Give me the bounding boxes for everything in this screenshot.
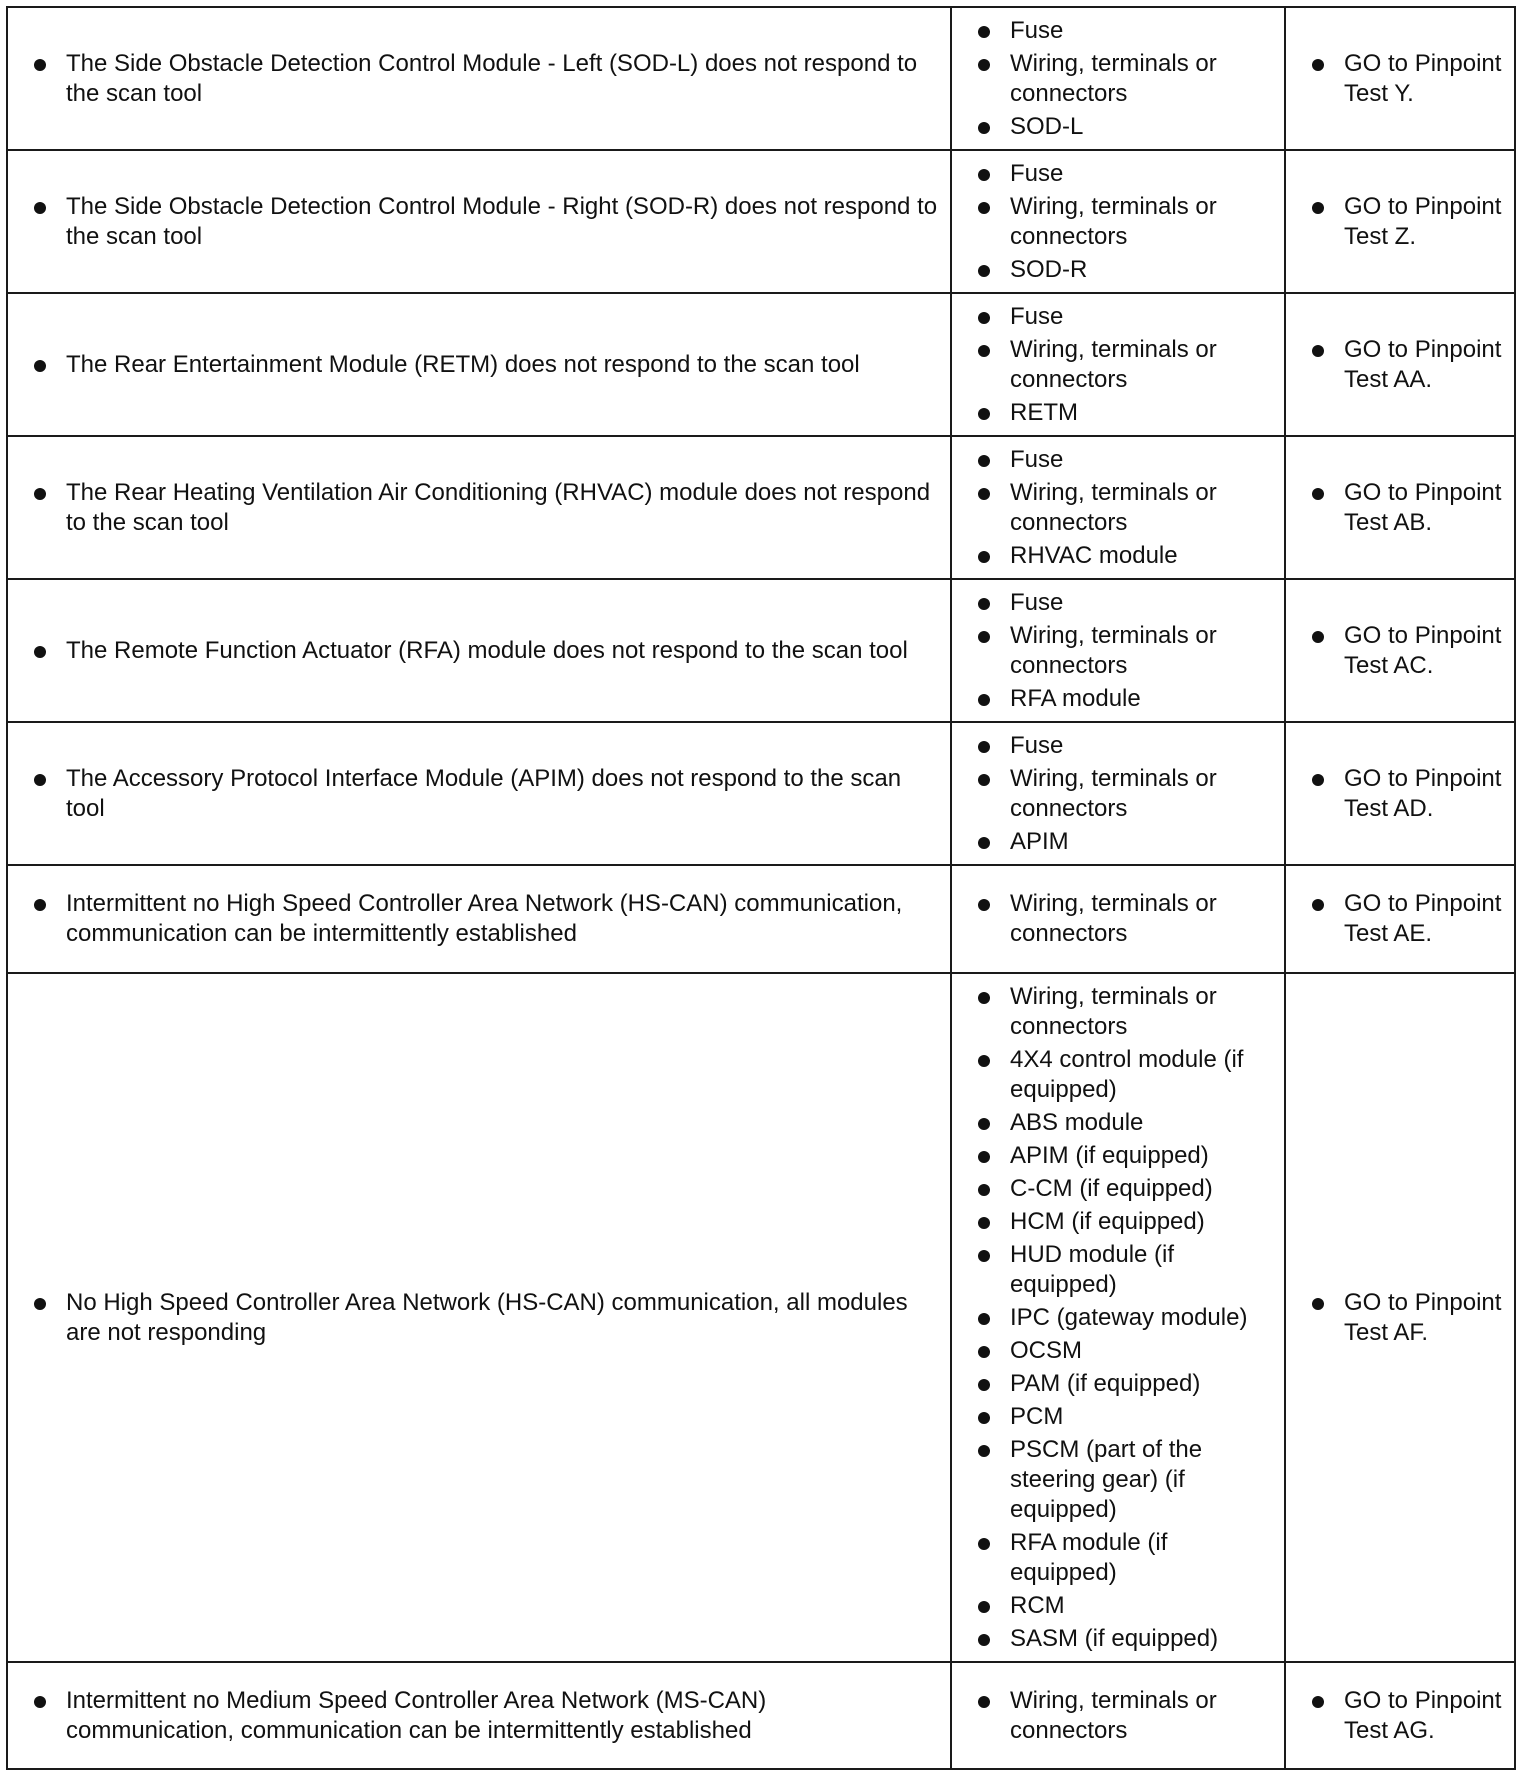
symptom-text: No High Speed Controller Area Network (HS-CAN) communication, all modules are not responding bbox=[66, 1288, 940, 1348]
symptom-text: The Rear Entertainment Module (RETM) does not respond to the scan tool bbox=[66, 350, 940, 380]
possible-source-cell bbox=[951, 865, 1285, 973]
possible-source-item: RHVAC module bbox=[1010, 541, 1278, 571]
action-cell bbox=[1285, 1662, 1515, 1769]
possible-source-item: APIM (if equipped) bbox=[1010, 1141, 1278, 1171]
possible-source-item: Wiring, terminals or connectors bbox=[1010, 478, 1278, 538]
table-row bbox=[7, 722, 1515, 865]
possible-source-cell bbox=[951, 579, 1285, 722]
possible-source-cell bbox=[951, 7, 1285, 150]
symptom-cell bbox=[7, 973, 951, 1662]
possible-source-item: ABS module bbox=[1010, 1108, 1278, 1138]
table-row bbox=[7, 579, 1515, 722]
symptom-text: The Accessory Protocol Interface Module (APIM) does not respond to the scan tool bbox=[66, 764, 940, 824]
action-cell bbox=[1285, 865, 1515, 973]
action-cell bbox=[1285, 722, 1515, 865]
possible-source-item: Wiring, terminals or connectors bbox=[1010, 764, 1278, 824]
possible-source-item: SOD-R bbox=[1010, 255, 1278, 285]
pinpoint-test-link[interactable]: GO to Pinpoint Test AF. bbox=[1344, 1288, 1508, 1348]
possible-source-item: PCM bbox=[1010, 1402, 1278, 1432]
possible-source-item: SOD-L bbox=[1010, 112, 1278, 142]
possible-source-cell bbox=[951, 722, 1285, 865]
table-row bbox=[7, 436, 1515, 579]
symptom-cell bbox=[7, 579, 951, 722]
table-row bbox=[7, 865, 1515, 973]
pinpoint-test-link[interactable]: GO to Pinpoint Test AB. bbox=[1344, 478, 1508, 538]
possible-source-item: 4X4 control module (if equipped) bbox=[1010, 1045, 1278, 1105]
action-cell bbox=[1285, 579, 1515, 722]
possible-source-item: Fuse bbox=[1010, 302, 1278, 332]
symptom-text: The Remote Function Actuator (RFA) module does not respond to the scan tool bbox=[66, 636, 940, 666]
possible-source-item: RFA module bbox=[1010, 684, 1278, 714]
table-row bbox=[7, 293, 1515, 436]
table-row bbox=[7, 150, 1515, 293]
table-row bbox=[7, 973, 1515, 1662]
possible-source-item: SASM (if equipped) bbox=[1010, 1624, 1278, 1654]
possible-source-item: Wiring, terminals or connectors bbox=[1010, 1686, 1278, 1746]
possible-source-item: OCSM bbox=[1010, 1336, 1278, 1366]
symptom-cell bbox=[7, 722, 951, 865]
possible-source-item: Fuse bbox=[1010, 588, 1278, 618]
possible-source-item: Wiring, terminals or connectors bbox=[1010, 49, 1278, 109]
pinpoint-test-link[interactable]: GO to Pinpoint Test AA. bbox=[1344, 335, 1508, 395]
possible-source-cell bbox=[951, 150, 1285, 293]
possible-source-cell bbox=[951, 1662, 1285, 1769]
possible-source-item: Fuse bbox=[1010, 16, 1278, 46]
table-row bbox=[7, 7, 1515, 150]
possible-source-item: PAM (if equipped) bbox=[1010, 1369, 1278, 1399]
symptom-text: Intermittent no Medium Speed Controller Area Network (MS-CAN) communication, communication can be intermittently established bbox=[66, 1686, 940, 1746]
symptom-text: The Rear Heating Ventilation Air Conditioning (RHVAC) module does not respond to the scan tool bbox=[66, 478, 940, 538]
possible-source-item: Fuse bbox=[1010, 731, 1278, 761]
possible-source-cell bbox=[951, 973, 1285, 1662]
possible-source-item: Wiring, terminals or connectors bbox=[1010, 889, 1278, 949]
pinpoint-test-link[interactable]: GO to Pinpoint Test AC. bbox=[1344, 621, 1508, 681]
possible-source-item: Wiring, terminals or connectors bbox=[1010, 192, 1278, 252]
action-cell bbox=[1285, 150, 1515, 293]
symptom-text: The Side Obstacle Detection Control Module - Left (SOD-L) does not respond to the scan tool bbox=[66, 49, 940, 109]
table-row bbox=[7, 1662, 1515, 1769]
possible-source-cell bbox=[951, 436, 1285, 579]
possible-source-item: RFA module (if equipped) bbox=[1010, 1528, 1278, 1588]
possible-source-item: Fuse bbox=[1010, 445, 1278, 475]
pinpoint-test-link[interactable]: GO to Pinpoint Test Y. bbox=[1344, 49, 1508, 109]
action-cell bbox=[1285, 293, 1515, 436]
pinpoint-test-link[interactable]: GO to Pinpoint Test AD. bbox=[1344, 764, 1508, 824]
symptom-chart-table bbox=[6, 6, 1516, 1770]
action-cell bbox=[1285, 7, 1515, 150]
possible-source-item: C-CM (if equipped) bbox=[1010, 1174, 1278, 1204]
possible-source-item: PSCM (part of the steering gear) (if equipped) bbox=[1010, 1435, 1278, 1525]
possible-source-item: HCM (if equipped) bbox=[1010, 1207, 1278, 1237]
possible-source-item: HUD module (if equipped) bbox=[1010, 1240, 1278, 1300]
pinpoint-test-link[interactable]: GO to Pinpoint Test AG. bbox=[1344, 1686, 1508, 1746]
possible-source-item: Wiring, terminals or connectors bbox=[1010, 982, 1278, 1042]
symptom-cell bbox=[7, 1662, 951, 1769]
symptom-cell bbox=[7, 436, 951, 579]
symptom-text: Intermittent no High Speed Controller Area Network (HS-CAN) communication, communication can be intermittently established bbox=[66, 889, 940, 949]
symptom-cell bbox=[7, 7, 951, 150]
possible-source-item: IPC (gateway module) bbox=[1010, 1303, 1278, 1333]
action-cell bbox=[1285, 973, 1515, 1662]
possible-source-item: RCM bbox=[1010, 1591, 1278, 1621]
symptom-chart-body bbox=[7, 7, 1515, 1769]
symptom-text: The Side Obstacle Detection Control Module - Right (SOD-R) does not respond to the scan tool bbox=[66, 192, 940, 252]
possible-source-item: Wiring, terminals or connectors bbox=[1010, 335, 1278, 395]
possible-source-item: RETM bbox=[1010, 398, 1278, 428]
possible-source-item: Wiring, terminals or connectors bbox=[1010, 621, 1278, 681]
action-cell bbox=[1285, 436, 1515, 579]
symptom-cell bbox=[7, 150, 951, 293]
symptom-cell bbox=[7, 865, 951, 973]
pinpoint-test-link[interactable]: GO to Pinpoint Test Z. bbox=[1344, 192, 1508, 252]
pinpoint-test-link[interactable]: GO to Pinpoint Test AE. bbox=[1344, 889, 1508, 949]
symptom-cell bbox=[7, 293, 951, 436]
possible-source-cell bbox=[951, 293, 1285, 436]
possible-source-item: Fuse bbox=[1010, 159, 1278, 189]
possible-source-item: APIM bbox=[1010, 827, 1278, 857]
